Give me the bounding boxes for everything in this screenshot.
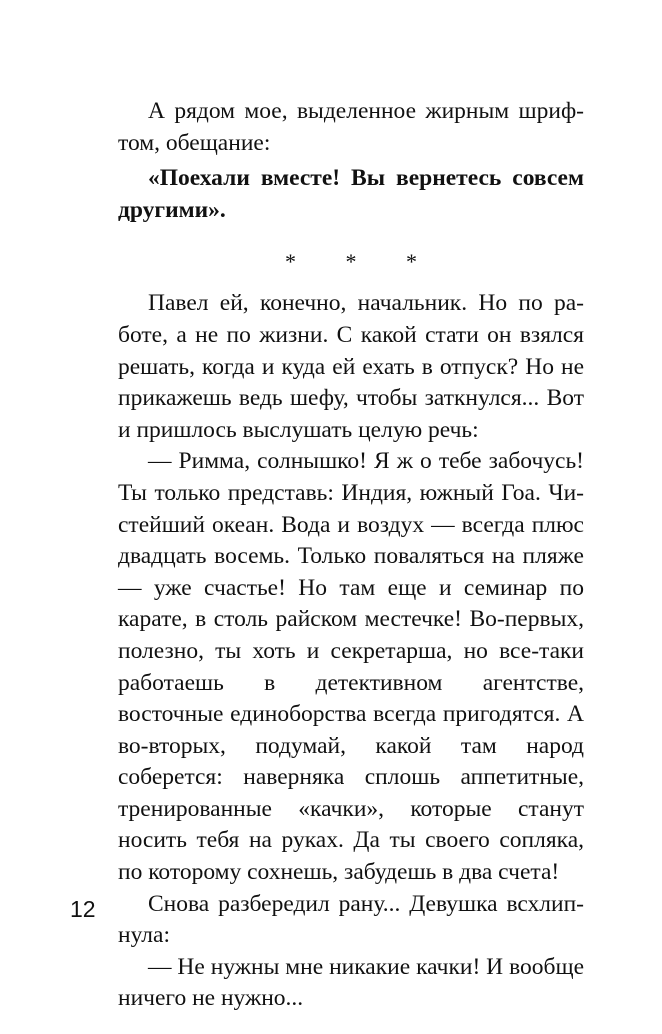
paragraph-pavel: Павел ей, конечно, начальник. Но по работе, а не по жизни. С какой стати он взялся решать, когда и куда ей ехать в отпуск? Но не прикажешь ведь шефу, чтобы заткнулся... Вот и пришлось выслушать целую речь: bbox=[118, 290, 584, 443]
paragraph-bold-promise: «Поехали вместе! Вы вернетесь совсем другими». bbox=[118, 165, 584, 223]
paragraph-intro: А рядом мое, выделенное жирным шрифтом, обещание: bbox=[118, 98, 584, 156]
page-text bbox=[118, 96, 584, 1015]
section-separator: * * * bbox=[285, 249, 439, 275]
paragraph-reply: — Не нужны мне никакие качки! И вообще ничего не нужно... bbox=[118, 953, 584, 1012]
paragraph-reaction: Снова разбередил рану... Девушка всхлипнула: bbox=[118, 890, 584, 949]
paragraph-speech: — Римма, солнышко! Я ж о тебе забочусь! Ты только представь: Индия, южный Гоа. Чистейший океан. Вода и воздух — всегда плюс двадцать восемь. Только поваляться на пляже — уже счастье! Но там еще и семинар по карате, в столь райском местечке! Во-первых, полезно, ты хоть и секретарша, но все-таки работаешь в детективном агентстве, восточные единоборства всегда пригодятся. А во-вторых, подумай, какой там народ соберется: наверняка сплошь аппетитные, тренированные «качки», которые станут носить тебя на руках. Да ты своего сопляка, по которому сохнешь, забудешь в два счета! bbox=[118, 448, 584, 886]
page-number: 12 bbox=[70, 896, 96, 922]
